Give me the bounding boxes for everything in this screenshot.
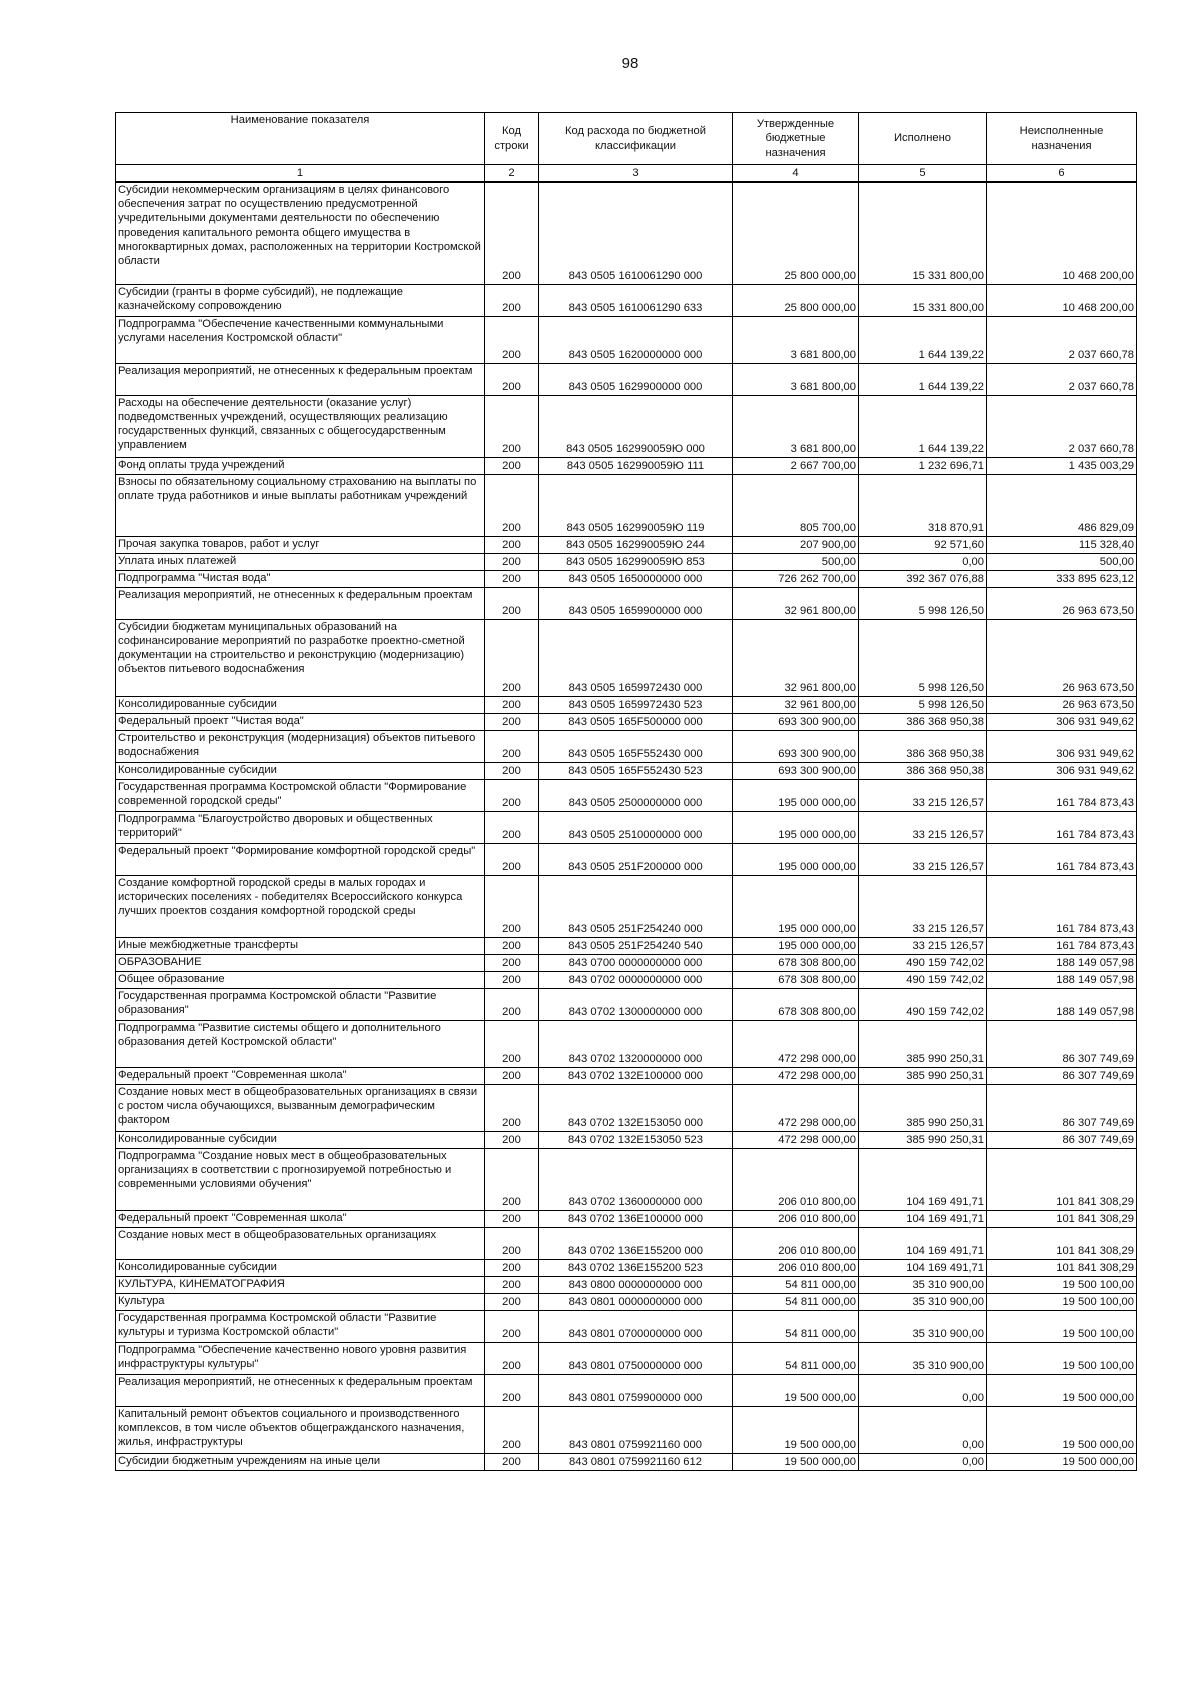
row-classification: 843 0505 1659900000 000 bbox=[539, 587, 733, 619]
row-unexecuted: 10 468 200,00 bbox=[987, 284, 1137, 316]
row-classification: 843 0702 132E153050 523 bbox=[539, 1131, 733, 1148]
row-unexecuted: 486 829,09 bbox=[987, 474, 1137, 536]
row-classification: 843 0702 136E155200 000 bbox=[539, 1227, 733, 1259]
row-classification: 843 0505 1659972430 523 bbox=[539, 696, 733, 713]
column-header-classification: Код расхода по бюджетной классификации bbox=[539, 113, 733, 165]
row-approved: 206 010 800,00 bbox=[733, 1210, 859, 1227]
row-classification: 843 0702 132E100000 000 bbox=[539, 1067, 733, 1084]
row-executed: 0,00 bbox=[859, 1374, 987, 1406]
row-unexecuted: 2 037 660,78 bbox=[987, 395, 1137, 457]
row-unexecuted: 161 784 873,43 bbox=[987, 779, 1137, 811]
row-classification: 843 0505 251F254240 540 bbox=[539, 937, 733, 954]
row-line-code: 200 bbox=[485, 730, 539, 762]
row-name: Государственная программа Костромской области "Формирование современной городской среды" bbox=[116, 779, 485, 811]
row-line-code: 200 bbox=[485, 363, 539, 395]
row-unexecuted: 306 931 949,62 bbox=[987, 730, 1137, 762]
row-name: Подпрограмма "Обеспечение качественно нового уровня развития инфраструктуры культуры" bbox=[116, 1342, 485, 1374]
row-executed: 0,00 bbox=[859, 1406, 987, 1453]
row-unexecuted: 1 435 003,29 bbox=[987, 457, 1137, 474]
header-row bbox=[116, 113, 1137, 165]
row-executed: 104 169 491,71 bbox=[859, 1227, 987, 1259]
row-line-code: 200 bbox=[485, 474, 539, 536]
row-executed: 490 159 742,02 bbox=[859, 971, 987, 988]
row-name: Субсидии бюджетам муниципальных образований на софинансирование мероприятий по разработке проектно-сметной документации на строительство и реконструкцию (модернизацию) объектов питьевого водоснабжения bbox=[116, 619, 485, 696]
row-line-code: 200 bbox=[485, 619, 539, 696]
row-approved: 19 500 000,00 bbox=[733, 1453, 859, 1470]
row-executed: 33 215 126,57 bbox=[859, 875, 987, 937]
row-approved: 693 300 900,00 bbox=[733, 762, 859, 779]
row-executed: 392 367 076,88 bbox=[859, 570, 987, 587]
row-name: Консолидированные субсидии bbox=[116, 762, 485, 779]
column-number: 2 bbox=[485, 165, 539, 183]
row-classification: 843 0505 165F552430 000 bbox=[539, 730, 733, 762]
row-approved: 195 000 000,00 bbox=[733, 811, 859, 843]
row-name: Реализация мероприятий, не отнесенных к федеральным проектам bbox=[116, 1374, 485, 1406]
column-header-approved: Утвержденные бюджетные назначения bbox=[733, 113, 859, 165]
table-row bbox=[116, 570, 1137, 587]
column-number: 3 bbox=[539, 165, 733, 183]
table-row bbox=[116, 1310, 1137, 1342]
table-row bbox=[116, 284, 1137, 316]
row-approved: 19 500 000,00 bbox=[733, 1374, 859, 1406]
row-classification: 843 0505 1650000000 000 bbox=[539, 570, 733, 587]
row-executed: 104 169 491,71 bbox=[859, 1210, 987, 1227]
row-executed: 33 215 126,57 bbox=[859, 937, 987, 954]
row-line-code: 200 bbox=[485, 1084, 539, 1131]
row-line-code: 200 bbox=[485, 1259, 539, 1276]
row-name: Прочая закупка товаров, работ и услуг bbox=[116, 536, 485, 553]
row-classification: 843 0702 1360000000 000 bbox=[539, 1148, 733, 1210]
table-row bbox=[116, 1276, 1137, 1293]
table-row bbox=[116, 1020, 1137, 1067]
row-approved: 2 667 700,00 bbox=[733, 457, 859, 474]
row-unexecuted: 19 500 000,00 bbox=[987, 1374, 1137, 1406]
row-executed: 1 644 139,22 bbox=[859, 395, 987, 457]
row-name: Иные межбюджетные трансферты bbox=[116, 937, 485, 954]
row-approved: 195 000 000,00 bbox=[733, 875, 859, 937]
table-row bbox=[116, 1342, 1137, 1374]
column-number-row bbox=[116, 165, 1137, 183]
row-approved: 678 308 800,00 bbox=[733, 954, 859, 971]
row-classification: 843 0505 1659972430 000 bbox=[539, 619, 733, 696]
row-name: Создание новых мест в общеобразовательных организациях bbox=[116, 1227, 485, 1259]
row-name: Фонд оплаты труда учреждений bbox=[116, 457, 485, 474]
row-line-code: 200 bbox=[485, 696, 539, 713]
row-approved: 195 000 000,00 bbox=[733, 779, 859, 811]
table-row bbox=[116, 619, 1137, 696]
column-number: 4 bbox=[733, 165, 859, 183]
row-classification: 843 0702 132E153050 000 bbox=[539, 1084, 733, 1131]
row-classification: 843 0702 136E100000 000 bbox=[539, 1210, 733, 1227]
row-executed: 1 232 696,71 bbox=[859, 457, 987, 474]
row-unexecuted: 19 500 100,00 bbox=[987, 1342, 1137, 1374]
table-row bbox=[116, 1148, 1137, 1210]
row-executed: 318 870,91 bbox=[859, 474, 987, 536]
row-unexecuted: 19 500 100,00 bbox=[987, 1310, 1137, 1342]
row-line-code: 200 bbox=[485, 1293, 539, 1310]
row-unexecuted: 26 963 673,50 bbox=[987, 696, 1137, 713]
table-row bbox=[116, 457, 1137, 474]
row-approved: 472 298 000,00 bbox=[733, 1131, 859, 1148]
row-line-code: 200 bbox=[485, 1131, 539, 1148]
row-line-code: 200 bbox=[485, 1067, 539, 1084]
row-approved: 3 681 800,00 bbox=[733, 363, 859, 395]
table-row bbox=[116, 363, 1137, 395]
row-unexecuted: 19 500 000,00 bbox=[987, 1406, 1137, 1453]
row-line-code: 200 bbox=[485, 1227, 539, 1259]
row-unexecuted: 86 307 749,69 bbox=[987, 1020, 1137, 1067]
row-classification: 843 0702 0000000000 000 bbox=[539, 971, 733, 988]
row-unexecuted: 161 784 873,43 bbox=[987, 937, 1137, 954]
table-row bbox=[116, 316, 1137, 363]
row-approved: 693 300 900,00 bbox=[733, 730, 859, 762]
row-classification: 843 0801 0759921160 000 bbox=[539, 1406, 733, 1453]
row-name: Консолидированные субсидии bbox=[116, 696, 485, 713]
row-line-code: 200 bbox=[485, 1374, 539, 1406]
table-row bbox=[116, 1067, 1137, 1084]
row-approved: 32 961 800,00 bbox=[733, 587, 859, 619]
table-body bbox=[116, 182, 1137, 1470]
row-line-code: 200 bbox=[485, 570, 539, 587]
row-classification: 843 0505 165F500000 000 bbox=[539, 713, 733, 730]
row-approved: 678 308 800,00 bbox=[733, 988, 859, 1020]
row-approved: 32 961 800,00 bbox=[733, 696, 859, 713]
row-unexecuted: 10 468 200,00 bbox=[987, 182, 1137, 284]
row-line-code: 200 bbox=[485, 1453, 539, 1470]
row-approved: 472 298 000,00 bbox=[733, 1067, 859, 1084]
row-name: Подпрограмма "Обеспечение качественными коммунальными услугами населения Костромской области" bbox=[116, 316, 485, 363]
row-classification: 843 0505 165F552430 523 bbox=[539, 762, 733, 779]
row-name: Реализация мероприятий, не отнесенных к федеральным проектам bbox=[116, 587, 485, 619]
row-executed: 490 159 742,02 bbox=[859, 988, 987, 1020]
row-unexecuted: 101 841 308,29 bbox=[987, 1259, 1137, 1276]
row-classification: 843 0505 162990059Ю 111 bbox=[539, 457, 733, 474]
row-approved: 472 298 000,00 bbox=[733, 1084, 859, 1131]
row-approved: 206 010 800,00 bbox=[733, 1148, 859, 1210]
row-name: Взносы по обязательному социальному страхованию на выплаты по оплате труда работников и иные выплаты работникам учреждений bbox=[116, 474, 485, 536]
row-approved: 195 000 000,00 bbox=[733, 937, 859, 954]
row-unexecuted: 86 307 749,69 bbox=[987, 1067, 1137, 1084]
row-unexecuted: 333 895 623,12 bbox=[987, 570, 1137, 587]
table-row bbox=[116, 1406, 1137, 1453]
row-classification: 843 0505 162990059Ю 119 bbox=[539, 474, 733, 536]
row-classification: 843 0505 251F200000 000 bbox=[539, 843, 733, 875]
row-approved: 207 900,00 bbox=[733, 536, 859, 553]
table-row bbox=[116, 954, 1137, 971]
row-line-code: 200 bbox=[485, 937, 539, 954]
row-line-code: 200 bbox=[485, 553, 539, 570]
table-row bbox=[116, 696, 1137, 713]
row-unexecuted: 161 784 873,43 bbox=[987, 843, 1137, 875]
table-row bbox=[116, 971, 1137, 988]
row-classification: 843 0702 136E155200 523 bbox=[539, 1259, 733, 1276]
row-executed: 0,00 bbox=[859, 1453, 987, 1470]
row-line-code: 200 bbox=[485, 1406, 539, 1453]
row-unexecuted: 26 963 673,50 bbox=[987, 587, 1137, 619]
row-executed: 1 644 139,22 bbox=[859, 363, 987, 395]
row-approved: 805 700,00 bbox=[733, 474, 859, 536]
table-row bbox=[116, 875, 1137, 937]
column-header-name: Наименование показателя bbox=[116, 113, 485, 165]
row-line-code: 200 bbox=[485, 1276, 539, 1293]
row-executed: 385 990 250,31 bbox=[859, 1131, 987, 1148]
row-approved: 726 262 700,00 bbox=[733, 570, 859, 587]
row-executed: 104 169 491,71 bbox=[859, 1259, 987, 1276]
table-row bbox=[116, 762, 1137, 779]
row-classification: 843 0505 1629900000 000 bbox=[539, 363, 733, 395]
row-unexecuted: 306 931 949,62 bbox=[987, 762, 1137, 779]
row-unexecuted: 161 784 873,43 bbox=[987, 875, 1137, 937]
row-executed: 92 571,60 bbox=[859, 536, 987, 553]
row-line-code: 200 bbox=[485, 713, 539, 730]
row-approved: 32 961 800,00 bbox=[733, 619, 859, 696]
row-line-code: 200 bbox=[485, 316, 539, 363]
column-header-executed: Исполнено bbox=[859, 113, 987, 165]
row-line-code: 200 bbox=[485, 988, 539, 1020]
row-classification: 843 0801 0750000000 000 bbox=[539, 1342, 733, 1374]
row-executed: 385 990 250,31 bbox=[859, 1067, 987, 1084]
row-name: Подпрограмма "Чистая вода" bbox=[116, 570, 485, 587]
row-line-code: 200 bbox=[485, 762, 539, 779]
table-row bbox=[116, 811, 1137, 843]
row-executed: 5 998 126,50 bbox=[859, 696, 987, 713]
row-name: Реализация мероприятий, не отнесенных к федеральным проектам bbox=[116, 363, 485, 395]
row-approved: 54 811 000,00 bbox=[733, 1342, 859, 1374]
row-executed: 0,00 bbox=[859, 553, 987, 570]
row-unexecuted: 188 149 057,98 bbox=[987, 971, 1137, 988]
row-name: Федеральный проект "Современная школа" bbox=[116, 1067, 485, 1084]
row-approved: 206 010 800,00 bbox=[733, 1227, 859, 1259]
row-name: Консолидированные субсидии bbox=[116, 1131, 485, 1148]
row-line-code: 200 bbox=[485, 587, 539, 619]
row-line-code: 200 bbox=[485, 1310, 539, 1342]
row-name: Подпрограмма "Развитие системы общего и дополнительного образования детей Костромской области" bbox=[116, 1020, 485, 1067]
row-executed: 5 998 126,50 bbox=[859, 587, 987, 619]
row-classification: 843 0505 2510000000 000 bbox=[539, 811, 733, 843]
row-executed: 1 644 139,22 bbox=[859, 316, 987, 363]
row-name: Субсидии (гранты в форме субсидий), не подлежащие казначейскому сопровождению bbox=[116, 284, 485, 316]
row-line-code: 200 bbox=[485, 395, 539, 457]
row-approved: 678 308 800,00 bbox=[733, 971, 859, 988]
table-row bbox=[116, 1453, 1137, 1470]
row-classification: 843 0505 1610061290 633 bbox=[539, 284, 733, 316]
row-unexecuted: 19 500 100,00 bbox=[987, 1276, 1137, 1293]
row-classification: 843 0801 0759900000 000 bbox=[539, 1374, 733, 1406]
row-executed: 35 310 900,00 bbox=[859, 1310, 987, 1342]
row-name: Капитальный ремонт объектов социального и производственного комплексов, в том числе объектов общегражданского назначения, жилья, инфраструктуры bbox=[116, 1406, 485, 1453]
table-row bbox=[116, 474, 1137, 536]
row-unexecuted: 188 149 057,98 bbox=[987, 954, 1137, 971]
row-line-code: 200 bbox=[485, 536, 539, 553]
row-executed: 15 331 800,00 bbox=[859, 284, 987, 316]
row-name: Субсидии бюджетным учреждениям на иные цели bbox=[116, 1453, 485, 1470]
row-unexecuted: 101 841 308,29 bbox=[987, 1148, 1137, 1210]
row-executed: 35 310 900,00 bbox=[859, 1342, 987, 1374]
row-unexecuted: 115 328,40 bbox=[987, 536, 1137, 553]
row-unexecuted: 306 931 949,62 bbox=[987, 713, 1137, 730]
row-executed: 385 990 250,31 bbox=[859, 1020, 987, 1067]
row-name: Уплата иных платежей bbox=[116, 553, 485, 570]
row-name: ОБРАЗОВАНИЕ bbox=[116, 954, 485, 971]
row-line-code: 200 bbox=[485, 843, 539, 875]
page-number: 98 bbox=[621, 55, 639, 72]
row-unexecuted: 19 500 100,00 bbox=[987, 1293, 1137, 1310]
row-approved: 54 811 000,00 bbox=[733, 1276, 859, 1293]
column-header-line-code: Код строки bbox=[485, 113, 539, 165]
row-classification: 843 0702 1320000000 000 bbox=[539, 1020, 733, 1067]
table-row bbox=[116, 937, 1137, 954]
table-row bbox=[116, 1293, 1137, 1310]
row-approved: 19 500 000,00 bbox=[733, 1406, 859, 1453]
table-row bbox=[116, 1374, 1137, 1406]
row-unexecuted: 101 841 308,29 bbox=[987, 1227, 1137, 1259]
row-executed: 386 368 950,38 bbox=[859, 730, 987, 762]
row-approved: 54 811 000,00 bbox=[733, 1310, 859, 1342]
row-classification: 843 0505 1610061290 000 bbox=[539, 182, 733, 284]
row-approved: 25 800 000,00 bbox=[733, 284, 859, 316]
table-row bbox=[116, 395, 1137, 457]
row-name: Федеральный проект "Чистая вода" bbox=[116, 713, 485, 730]
row-executed: 386 368 950,38 bbox=[859, 713, 987, 730]
table-row bbox=[116, 1210, 1137, 1227]
row-executed: 386 368 950,38 bbox=[859, 762, 987, 779]
row-approved: 3 681 800,00 bbox=[733, 316, 859, 363]
table-row bbox=[116, 587, 1137, 619]
row-line-code: 200 bbox=[485, 954, 539, 971]
row-line-code: 200 bbox=[485, 875, 539, 937]
row-approved: 472 298 000,00 bbox=[733, 1020, 859, 1067]
row-approved: 3 681 800,00 bbox=[733, 395, 859, 457]
row-name: Подпрограмма "Благоустройство дворовых и общественных территорий" bbox=[116, 811, 485, 843]
row-name: Федеральный проект "Формирование комфортной городской среды" bbox=[116, 843, 485, 875]
row-approved: 195 000 000,00 bbox=[733, 843, 859, 875]
row-name: Консолидированные субсидии bbox=[116, 1259, 485, 1276]
row-classification: 843 0505 162990059Ю 853 bbox=[539, 553, 733, 570]
row-classification: 843 0505 162990059Ю 000 bbox=[539, 395, 733, 457]
row-approved: 206 010 800,00 bbox=[733, 1259, 859, 1276]
row-unexecuted: 161 784 873,43 bbox=[987, 811, 1137, 843]
table-row bbox=[116, 730, 1137, 762]
table-row bbox=[116, 536, 1137, 553]
row-unexecuted: 86 307 749,69 bbox=[987, 1084, 1137, 1131]
budget-execution-table bbox=[115, 112, 1137, 1471]
row-line-code: 200 bbox=[485, 971, 539, 988]
row-unexecuted: 188 149 057,98 bbox=[987, 988, 1137, 1020]
row-approved: 693 300 900,00 bbox=[733, 713, 859, 730]
row-name: Общее образование bbox=[116, 971, 485, 988]
row-line-code: 200 bbox=[485, 457, 539, 474]
row-executed: 33 215 126,57 bbox=[859, 779, 987, 811]
row-unexecuted: 19 500 000,00 bbox=[987, 1453, 1137, 1470]
row-classification: 843 0801 0700000000 000 bbox=[539, 1310, 733, 1342]
row-classification: 843 0800 0000000000 000 bbox=[539, 1276, 733, 1293]
row-unexecuted: 500,00 bbox=[987, 553, 1137, 570]
row-line-code: 200 bbox=[485, 1342, 539, 1374]
row-name: Государственная программа Костромской области "Развитие образования" bbox=[116, 988, 485, 1020]
row-approved: 54 811 000,00 bbox=[733, 1293, 859, 1310]
column-header-unexecuted: Неисполненные назначения bbox=[987, 113, 1137, 165]
column-number: 6 bbox=[987, 165, 1137, 183]
row-classification: 843 0505 251F254240 000 bbox=[539, 875, 733, 937]
row-line-code: 200 bbox=[485, 1020, 539, 1067]
row-unexecuted: 101 841 308,29 bbox=[987, 1210, 1137, 1227]
row-name: Культура bbox=[116, 1293, 485, 1310]
row-classification: 843 0702 1300000000 000 bbox=[539, 988, 733, 1020]
row-classification: 843 0801 0000000000 000 bbox=[539, 1293, 733, 1310]
row-name: КУЛЬТУРА, КИНЕМАТОГРАФИЯ bbox=[116, 1276, 485, 1293]
row-name: Расходы на обеспечение деятельности (оказание услуг) подведомственных учреждений, осуществляющих реализацию государственных функций, связанных с общегосударственным управлением bbox=[116, 395, 485, 457]
row-name: Строительство и реконструкция (модернизация) объектов питьевого водоснабжения bbox=[116, 730, 485, 762]
row-line-code: 200 bbox=[485, 284, 539, 316]
row-unexecuted: 86 307 749,69 bbox=[987, 1131, 1137, 1148]
row-name: Федеральный проект "Современная школа" bbox=[116, 1210, 485, 1227]
row-executed: 35 310 900,00 bbox=[859, 1276, 987, 1293]
row-executed: 385 990 250,31 bbox=[859, 1084, 987, 1131]
row-line-code: 200 bbox=[485, 1210, 539, 1227]
row-line-code: 200 bbox=[485, 182, 539, 284]
row-executed: 5 998 126,50 bbox=[859, 619, 987, 696]
table-row bbox=[116, 988, 1137, 1020]
row-classification: 843 0505 2500000000 000 bbox=[539, 779, 733, 811]
row-classification: 843 0505 1620000000 000 bbox=[539, 316, 733, 363]
column-number: 1 bbox=[116, 165, 485, 183]
row-name: Создание новых мест в общеобразовательных организациях в связи с ростом числа обучающихся, вызванным демографическим фактором bbox=[116, 1084, 485, 1131]
row-classification: 843 0801 0759921160 612 bbox=[539, 1453, 733, 1470]
row-name: Субсидии некоммерческим организациям в целях финансового обеспечения затрат по осуществлению предусмотренной учредительными документами деятельности по обеспечению проведения капитального ремонта общего имущества в многоквартирных домах, расположенных на территории Костромской области bbox=[116, 182, 485, 284]
table-row bbox=[116, 843, 1137, 875]
table-row bbox=[116, 1259, 1137, 1276]
row-name: Подпрограмма "Создание новых мест в общеобразовательных организациях в соответствии с прогнозируемой потребностью и современными условиями обучения" bbox=[116, 1148, 485, 1210]
table-row bbox=[116, 553, 1137, 570]
table-row bbox=[116, 1227, 1137, 1259]
row-unexecuted: 2 037 660,78 bbox=[987, 316, 1137, 363]
row-executed: 104 169 491,71 bbox=[859, 1148, 987, 1210]
row-approved: 25 800 000,00 bbox=[733, 182, 859, 284]
column-number: 5 bbox=[859, 165, 987, 183]
row-name: Государственная программа Костромской области "Развитие культуры и туризма Костромской области" bbox=[116, 1310, 485, 1342]
row-line-code: 200 bbox=[485, 811, 539, 843]
row-unexecuted: 2 037 660,78 bbox=[987, 363, 1137, 395]
row-classification: 843 0505 162990059Ю 244 bbox=[539, 536, 733, 553]
row-classification: 843 0700 0000000000 000 bbox=[539, 954, 733, 971]
row-executed: 33 215 126,57 bbox=[859, 843, 987, 875]
table-row bbox=[116, 779, 1137, 811]
row-name: Создание комфортной городской среды в малых городах и исторических поселениях - победителях Всероссийского конкурса лучших проектов создания комфортной городской среды bbox=[116, 875, 485, 937]
row-executed: 490 159 742,02 bbox=[859, 954, 987, 971]
row-executed: 33 215 126,57 bbox=[859, 811, 987, 843]
row-executed: 35 310 900,00 bbox=[859, 1293, 987, 1310]
row-line-code: 200 bbox=[485, 779, 539, 811]
table-row bbox=[116, 1084, 1137, 1131]
row-unexecuted: 26 963 673,50 bbox=[987, 619, 1137, 696]
table-row bbox=[116, 713, 1137, 730]
row-line-code: 200 bbox=[485, 1148, 539, 1210]
table-row bbox=[116, 182, 1137, 284]
row-executed: 15 331 800,00 bbox=[859, 182, 987, 284]
row-approved: 500,00 bbox=[733, 553, 859, 570]
table-row bbox=[116, 1131, 1137, 1148]
